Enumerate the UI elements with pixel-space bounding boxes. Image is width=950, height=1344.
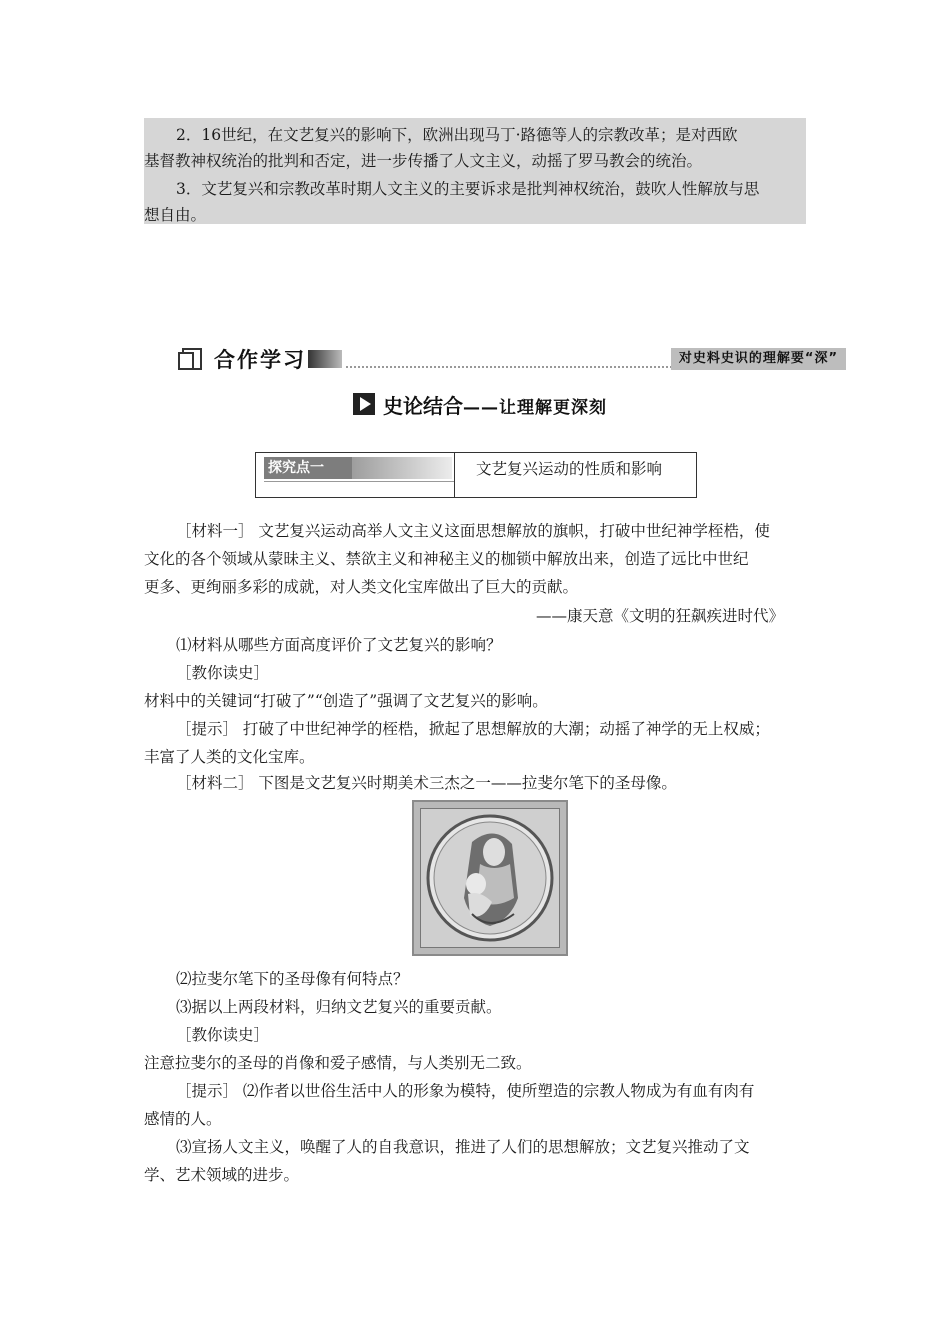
summary-item-3-line-1: 3．文艺复兴和宗教改革时期人文主义的主要诉求是批判神权统治，鼓吹人性解放与思 bbox=[176, 180, 760, 198]
play-triangle-icon bbox=[353, 393, 375, 415]
madonna-portrait-icon bbox=[414, 802, 566, 954]
guide-text-1: 材料中的关键词“打破了”“创造了”强调了文艺复兴的影响。 bbox=[144, 692, 548, 710]
section-square-icon-back bbox=[178, 352, 194, 370]
explore-topic: 文艺复兴运动的性质和影响 bbox=[476, 460, 663, 478]
section-title: 合作学习 bbox=[214, 348, 306, 372]
summary-item-2-line-2: 基督教神权统治的批判和否定，进一步传播了人文主义，动摇了罗马教会的统治。 bbox=[144, 152, 703, 170]
sub-heading-main: 史论结合 bbox=[383, 394, 463, 418]
explore-divider bbox=[454, 453, 455, 497]
madonna-painting-image bbox=[412, 800, 568, 956]
guide-label-1: ［教你读史］ bbox=[176, 664, 270, 682]
material-2-line-1: ［材料二］ 下图是文艺复兴时期美术三杰之一——拉斐尔笔下的圣母像。 bbox=[176, 774, 677, 792]
sub-heading-text bbox=[383, 390, 607, 419]
explore-label-underline bbox=[264, 481, 454, 482]
section-tagline: 对史料史识的理解要“深” bbox=[671, 348, 846, 370]
summary-item-2-line-1: 2．16世纪，在文艺复兴的影响下，欧洲出现马丁·路德等人的宗教改革；是对西欧 bbox=[176, 126, 738, 144]
question-3: ⑶据以上两段材料，归纳文艺复兴的重要贡献。 bbox=[176, 998, 502, 1016]
hint-3-line-1: ⑶宣扬人文主义，唤醒了人的自我意识，推进了人们的思想解放；文艺复兴推动了文 bbox=[176, 1138, 750, 1156]
explore-point-box bbox=[255, 452, 697, 498]
hint-1-line-2: 丰富了人类的文化宝库。 bbox=[144, 748, 315, 766]
explore-label: 探究点一 bbox=[264, 457, 352, 479]
material-1-source: ——康天意《文明的狂飙疾进时代》 bbox=[536, 607, 785, 625]
material-1-line-2: 文化的各个领域从蒙昧主义、禁欲主义和神秘主义的枷锁中解放出来，创造了远比中世纪 bbox=[144, 550, 749, 568]
hint-2-line-1: ［提示］ ⑵作者以世俗生活中人的形象为模特，使所塑造的宗教人物成为有血有肉有 bbox=[176, 1082, 755, 1100]
summary-item-3-line-2: 想自由。 bbox=[144, 206, 207, 224]
section-gradient-bar bbox=[308, 350, 342, 368]
guide-label-2: ［教你读史］ bbox=[176, 1026, 270, 1044]
section-header-bar bbox=[178, 340, 846, 374]
sub-heading-rest: ——让理解更深刻 bbox=[463, 398, 607, 418]
question-2: ⑵拉斐尔笔下的圣母像有何特点？ bbox=[176, 970, 409, 988]
material-1-line-3: 更多、更绚丽多彩的成就，对人类文化宝库做出了巨大的贡献。 bbox=[144, 578, 579, 596]
explore-label-gradient bbox=[348, 457, 452, 479]
hint-2-line-2: 感情的人。 bbox=[144, 1110, 222, 1128]
hint-3-line-2: 学、艺术领域的进步。 bbox=[144, 1166, 300, 1184]
question-1: ⑴材料从哪些方面高度评价了文艺复兴的影响？ bbox=[176, 636, 502, 654]
guide-text-2: 注意拉斐尔的圣母的肖像和爱子感情，与人类别无二致。 bbox=[144, 1054, 532, 1072]
hint-1-line-1: ［提示］ 打破了中世纪神学的桎梏，掀起了思想解放的大潮；动摇了神学的无上权威； bbox=[176, 720, 770, 738]
material-1-line-1: ［材料一］ 文艺复兴运动高举人文主义这面思想解放的旗帜，打破中世纪神学桎梏，使 bbox=[176, 522, 770, 540]
